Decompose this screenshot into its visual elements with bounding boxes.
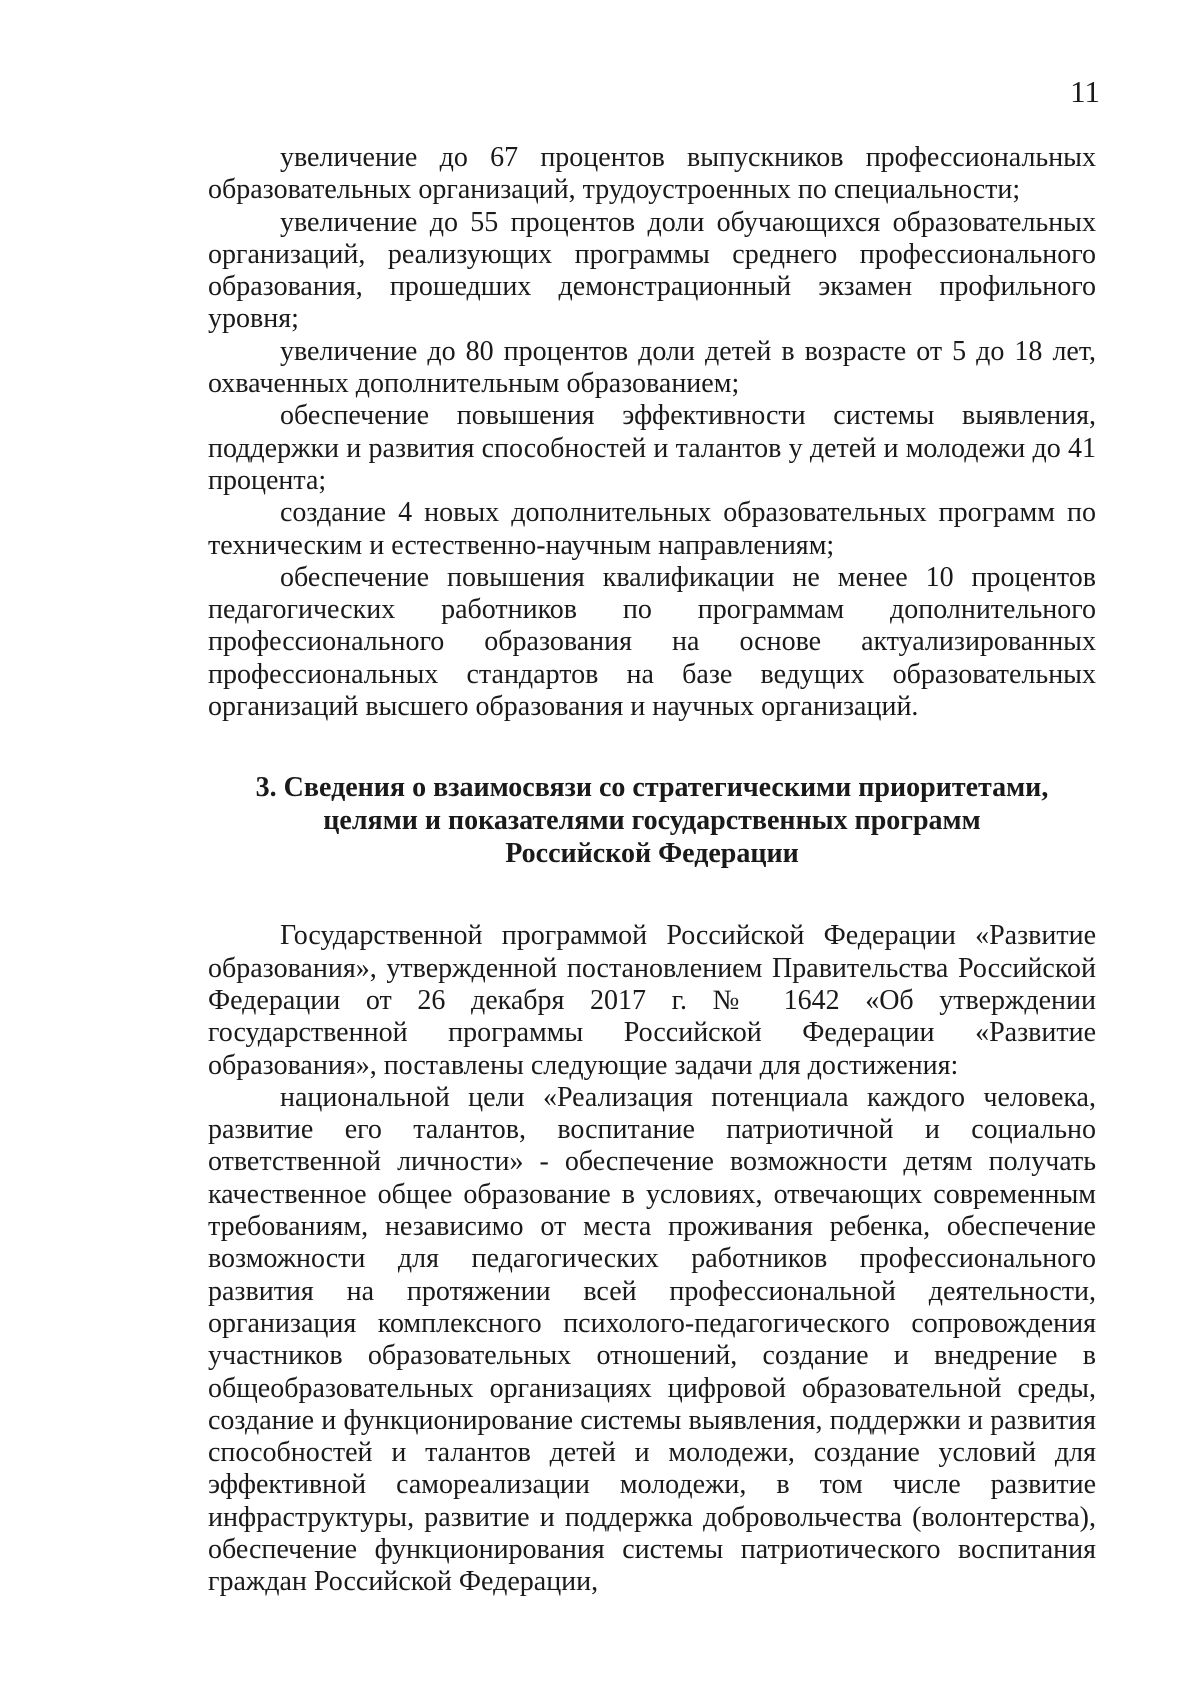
- paragraph-state-program: Государственной программой Российской Федерации «Развитие образования», утвержденной постановлением Правительства Российской Федерации от 26 декабря 2017 г. № 1642 «Об утверждении государственной программы Российской Федерации «Развитие образования», поставлены следующие задачи для достижения:: [208, 920, 1096, 1081]
- paragraph-graduates-employment: увеличение до 67 процентов выпускников профессиональных образовательных организаций, трудоустроенных по специальности;: [208, 142, 1096, 206]
- section-heading: [208, 771, 1096, 870]
- document-body: [208, 142, 1096, 1599]
- paragraph-national-goal: национальной цели «Реализация потенциала каждого человека, развитие его талантов, воспитание патриотичной и социально ответственной личности» - обеспечение возможности детям получать качественное общее образование в условиях, отвечающих современным требованиям, независимо от места проживания ребенка, обеспечение возможности для педагогических работников профессионального развития на протяжении всей профессиональной деятельности, организация комплексного психолого-педагогического сопровождения участников образовательных отношений, создание и внедрение в общеобразовательных организациях цифровой образовательной среды, создание и функционирование системы выявления, поддержки и развития способностей и талантов детей и молодежи, создание условий для эффективной самореализации молодежи, в том числе развитие инфраструктуры, развитие и поддержка добровольчества (волонтерства), обеспечение функционирования системы патриотического воспитания граждан Российской Федерации,: [208, 1081, 1096, 1598]
- page-number: 11: [1070, 74, 1100, 109]
- paragraph-qualification: обеспечение повышения квалификации не менее 10 процентов педагогических работников по программам дополнительного профессионального образования на основе актуализированных профессиональных стандартов на базе ведущих образовательных организаций высшего образования и научных организаций.: [208, 561, 1096, 723]
- paragraph-new-programs: создание 4 новых дополнительных образовательных программ по техническим и естественно-научным направлениям;: [208, 497, 1096, 561]
- section-heading-line: 3. Сведения о взаимосвязи со стратегическими приоритетами,: [255, 772, 1049, 804]
- paragraph-talent-support: обеспечение повышения эффективности системы выявления, поддержки и развития способностей и талантов у детей и молодежи до 41 процента;: [208, 400, 1096, 496]
- paragraph-additional-education: увеличение до 80 процентов доли детей в возрасте от 5 до 18 лет, охваченных дополнительным образованием;: [208, 335, 1096, 400]
- section-heading-line: Российской Федерации: [505, 838, 799, 870]
- section-heading-line: целями и показателями государственных программ: [323, 805, 981, 837]
- paragraph-demo-exam: увеличение до 55 процентов доли обучающихся образовательных организаций, реализующих программы среднего профессионального образования, прошедших демонстрационный экзамен профильного уровня;: [208, 206, 1096, 335]
